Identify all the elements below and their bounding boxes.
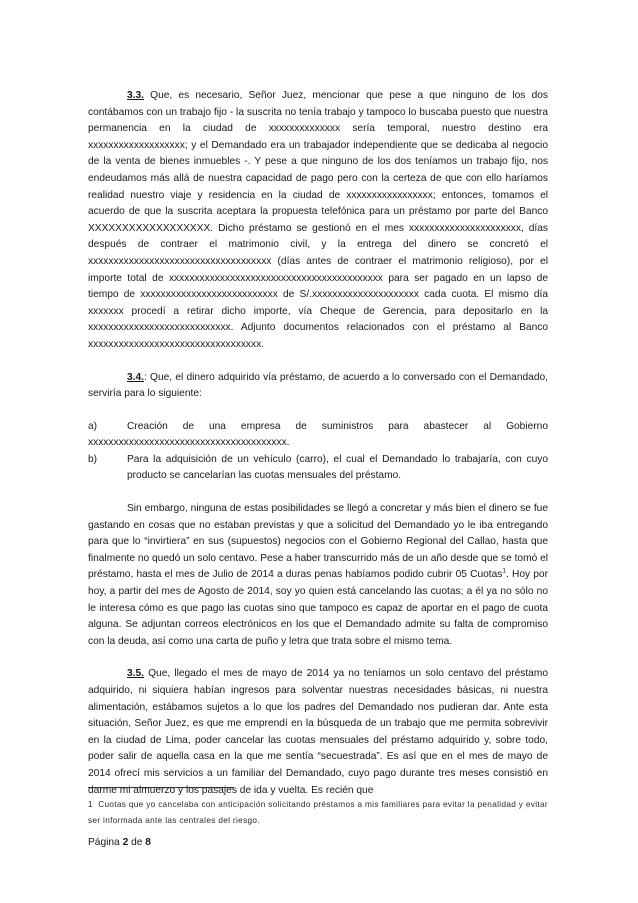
paragraph-3-4 xyxy=(88,370,548,403)
footnote-divider xyxy=(88,787,234,788)
footer-label: Página xyxy=(88,837,123,848)
list-item-text: Para la adquisición de un vehículo (carro), el cual el Demandado lo trabajaría, con cuyo producto se cancelarían las cuotas mensuales del préstamo. xyxy=(127,453,548,482)
document-body xyxy=(88,88,548,799)
paragraph-3-3 xyxy=(88,88,548,354)
list-marker: b) xyxy=(88,453,98,465)
list-item-a-continuation: xxxxxxxxxxxxxxxxxxxxxxxxxxxxxxxxxxxxxxx. xyxy=(88,437,290,449)
paragraph-text-continued: . Hoy por hoy, a partir del mes de Agosto de 2014, soy yo quien está cancelando las cuotas; a él ya no sólo no le interesa cómo es que pago las cuotas sino que tampoco es capaz de aportar en el pago de cuota alguna. Se adjuntan correos electrónicos en los que el Demandado admite su falta de compromiso con la deuda, así como una carta de puño y letra que trata sobre el mismo tema. xyxy=(88,569,548,647)
footnote xyxy=(88,797,548,828)
paragraph-number: 3.3. xyxy=(127,90,144,101)
paragraph-number: 3.5. xyxy=(127,668,144,680)
list-item-text: Creación de una empresa de suministros para abastecer al Gobierno xyxy=(127,420,548,432)
footer-total-pages: 8 xyxy=(145,837,151,848)
footnote-number: 1 xyxy=(88,800,93,809)
paragraph-text: Que, llegado el mes de mayo de 2014 ya no teníamos un solo centavo del préstamo adquirido, ni siquiera habían ingresos para solventar nuestras necesidades básicas, ni nuestra alimentación, estábamos sujetos a lo que los padres del Demandado nos pudieran dar. Ante esta situación, Señor Juez, es que me emprendí en la búsqueda de un trabajo que me permita sobrevivir en la ciudad de Lima, poder cancelar las cuotas mensuales del préstamo adquirido y, sobre todo, poder salir de aquella casa en la que me sentía “secuestrada”. Es así que en el mes de mayo de 2014 ofrecí mis servicios a un familiar del Demandado, cuyo pago durante tres meses consistió en darme mi almuerzo y los pasajes de ida y vuelta. Es recién que xyxy=(88,668,548,796)
list-item-b xyxy=(88,452,548,485)
list-marker: a) xyxy=(88,420,98,432)
paragraph-text: Sin embargo, ninguna de estas posibilidades se llegó a concretar y más bien el dinero se fue gastando en cosas que no estaban previstas y que a solicitud del Demandado yo le iba entregando para que lo “invirtiera” en sus (supuestos) negocios con el Gobierno Regional del Callao, hasta que finalmente no quedó un solo centavo. Pese a haber transcurrido más de un año desde que se tomó el préstamo, hasta el mes de Julio de 2014 a duras penas habíamos podido cubrir 05 Cuotas xyxy=(88,503,548,581)
paragraph-number: 3.4. xyxy=(127,371,144,383)
footnote-text: Cuotas que yo cancelaba con anticipación solicitando préstamos a mis familiares para evitar la penalidad y evitar ser informada ante las centrales del riesgo. xyxy=(88,800,548,825)
footer-page-number: 2 xyxy=(122,837,129,848)
paragraph-text: : Que, el dinero adquirido vía préstamo, de acuerdo a lo conversado con el Demandado, serviría para lo siguiente: xyxy=(88,371,548,400)
footer-of: de xyxy=(128,837,146,848)
page-footer xyxy=(88,836,151,850)
footnote-reference[interactable]: 1 xyxy=(502,568,506,576)
paragraph-text: Que, es necesario, Señor Juez, mencionar que pese a que ninguno de los dos contábamos con un trabajo fijo - la suscrita no tenía trabajo y tampoco lo buscaba puesto que nuestra permanencia en la ciudad de xxxxxxxxxxxxxx sería temporal, nuestro destino era xxxxxxxxxxxxxxxxxxx; y el Demandado era un trabajador independiente que se dedicaba al negocio de la venta de bienes inmuebles -. Y pese a que ninguno de los dos teníamos un trabajo fijo, nos endeudamos más allá de nuestra capacidad de pago pero con la certeza de que con ello haríamos realidad nuestro viaje y residencia en la ciudad de xxxxxxxxxxxxxxxxx; entonces, tomamos el acuerdo de que la suscrita aceptara la propuesta telefónica para un préstamo por parte del Banco XXXXXXXXXXXXXXXXXX. Dicho préstamo se gestionó en el mes xxxxxxxxxxxxxxxxxxxxxx, días después de contraer el matrimonio civil, y la entrega del dinero se concretó el xxxxxxxxxxxxxxxxxxxxxxxxxxxxxxxxxxxx (días antes de contraer el matrimonio religioso), por el importe total de xxxxxxxxxxxxxxxxxxxxxxxxxxxxxxxxxxxxxxxxxx para ser pagado en un lapso de tiempo de xxxxxxxxxxxxxxxxxxxxxxxxxxx de S/.xxxxxxxxxxxxxxxxxxxxx cada cuota. El mismo día xxxxxxx procedí a retirar dicho importe, vía Cheque de Gerencia, para depositarlo en la xxxxxxxxxxxxxxxxxxxxxxxxxxxx. Adjunto documentos relacionados con el préstamo al Banco xxxxxxxxxxxxxxxxxxxxxxxxxxxxxxxxxx. xyxy=(88,90,548,350)
paragraph-3-5 xyxy=(88,666,548,799)
list-item-a xyxy=(88,419,548,436)
paragraph-sin-embargo xyxy=(88,501,548,650)
